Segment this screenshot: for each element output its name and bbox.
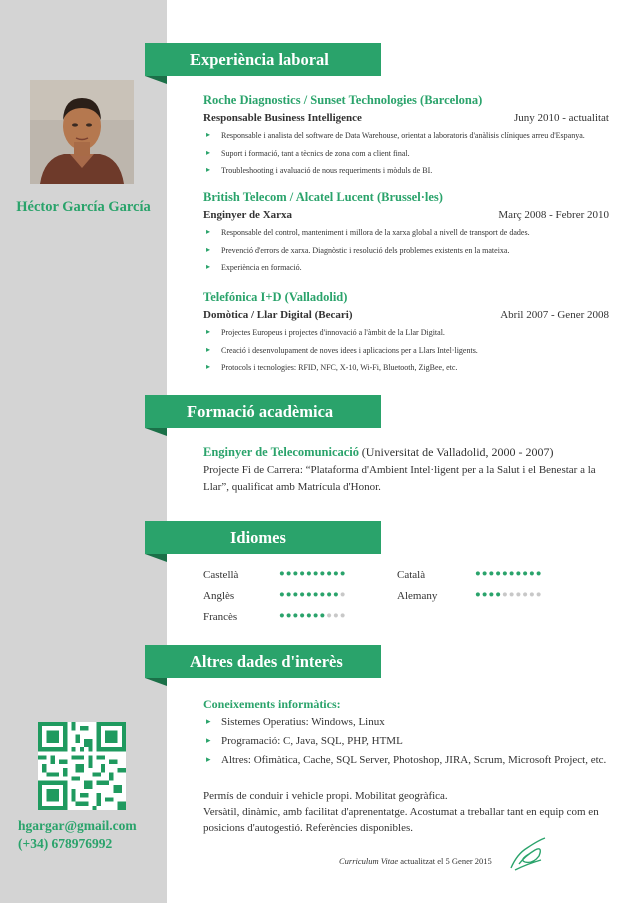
knowledge-item: ▸ Altres: Ofimàtica, Cache, SQL Server, Photoshop, JIRA, Scrum, Microsoft Project, etc. [203,754,606,766]
level-dot-filled: ● [312,611,320,621]
language-name: Francès [203,611,238,623]
job-role-row [203,209,623,221]
level-dot-empty: ● [529,590,536,600]
level-dot-filled: ● [285,590,293,600]
band-fold [145,428,167,436]
level-dot-filled: ● [312,569,320,579]
job-period: Març 2008 - Febrer 2010 [498,209,609,221]
level-dot-filled: ● [515,569,523,579]
section-title: Formació acadèmica [187,401,334,421]
level-dot-empty: ● [508,590,516,600]
knowledge-item: ▸ Programació: C, Java, SQL, PHP, HTML [203,735,606,747]
profile-name: Héctor García García [16,199,151,215]
job-bullet: ▸ Protocols i tecnologies: RFID, NFC, X-10, Wi-Fi, Bluetooth, ZigBee, etc. [203,363,623,372]
education-degree: Enginyer de Telecomunicació [203,445,360,459]
level-dot-filled: ● [299,611,306,621]
level-dot-empty: ● [333,611,340,621]
level-dot-filled: ● [279,611,286,621]
level-dot-filled: ● [535,569,543,579]
level-dot-filled: ● [508,569,516,579]
language-level-dots [475,569,543,579]
job-bullet: ▸ Creació i desenvolupament de noves idees i aplicacions per a Llars Intel·ligents. [203,346,623,355]
job-role: Enginyer de Xarxa [203,209,293,221]
section-title: Altres dades d'interès [190,651,343,671]
level-dot-filled: ● [475,590,482,600]
language-name: Alemany [397,590,438,602]
level-dot-filled: ● [292,611,300,621]
footer-italic: Curriculum Vitae [339,856,399,866]
band-fold [145,554,167,562]
education-entry [203,444,613,496]
job-company: Telefónica I+D (Valladolid) [203,290,348,304]
knowledge-title: Coneixements informàtics: [203,697,341,711]
job-company: British Telecom / Alcatel Lucent (Brussel·les) [203,190,443,204]
level-dot-filled: ● [285,611,293,621]
level-dot-filled: ● [312,590,320,600]
section-title: Experiència laboral [190,49,329,69]
job-entry [203,93,623,184]
language-level-dots [279,611,347,621]
level-dot-filled: ● [502,569,509,579]
section-title: Idiomes [230,527,286,547]
level-dot-filled: ● [481,590,489,600]
job-entry [203,290,623,381]
level-dot-filled: ● [488,590,496,600]
language-level-dots [279,590,347,600]
level-dot-filled: ● [488,569,496,579]
email[interactable]: hgargar@gmail.com [18,818,137,833]
section-header-education [145,395,381,428]
profile-photo [30,80,134,184]
job-bullet: ▸ Suport i formació, tant a tècnics de zona com a client final. [203,149,623,158]
level-dot-filled: ● [495,590,502,600]
job-period: Juny 2010 - actualitat [513,112,609,124]
level-dot-filled: ● [529,569,536,579]
level-dot-empty: ● [326,611,333,621]
job-bullet: ▸ Troubleshooting i avaluació de nous requeriments i mòduls de BI. [203,166,623,175]
language-level-dots [279,569,347,579]
level-dot-filled: ● [299,590,306,600]
job-bullets [203,228,623,272]
job-period: Abril 2007 - Gener 2008 [500,309,609,321]
level-dot-filled: ● [319,590,327,600]
level-dot-filled: ● [339,569,347,579]
language-name: Català [397,569,426,581]
job-role-row [203,309,623,321]
phone: (+34) 678976992 [18,836,113,851]
education-thesis-line: Projecte Fi de Carrera: “Plataforma d'Ambient Intel·ligent per a la Salut i el Benestar a la [203,464,596,476]
job-bullets [203,328,623,372]
job-bullet: ▸ Responsable del control, manteniment i millora de la xarxa global a nivell de transport de dades. [203,228,623,237]
signature-icon [505,834,550,874]
level-dot-filled: ● [279,569,286,579]
footer-note [339,856,492,866]
contact-info [18,817,137,853]
level-dot-empty: ● [502,590,509,600]
level-dot-filled: ● [306,569,313,579]
level-dot-empty: ● [339,611,347,621]
qr-code [38,722,126,810]
level-dot-filled: ● [326,590,333,600]
level-dot-filled: ● [306,611,313,621]
knowledge-item: ▸ Sistemes Operatius: Windows, Linux [203,716,606,728]
level-dot-filled: ● [306,590,313,600]
knowledge-list [203,716,606,773]
level-dot-filled: ● [495,569,502,579]
job-bullets [203,131,623,175]
language-name: Anglès [203,590,235,602]
level-dot-empty: ● [535,590,543,600]
additional-info [203,788,613,836]
education-thesis-line: Llar”, qualificat amb Matrícula d'Honor. [203,481,381,493]
level-dot-empty: ● [339,590,347,600]
level-dot-filled: ● [279,590,286,600]
education-institution: (Universitat de Valladolid, 2000 - 2007) [361,445,554,459]
job-role: Domòtica / Llar Digital (Becari) [203,309,353,321]
level-dot-filled: ● [333,569,340,579]
level-dot-filled: ● [292,569,300,579]
additional-info-line: Permís de conduir i vehicle propi. Mobilitat geogràfica. [203,790,448,802]
level-dot-filled: ● [292,590,300,600]
section-header-other [145,645,381,678]
section-header-languages [145,521,381,554]
band-fold [145,678,167,686]
level-dot-filled: ● [333,590,340,600]
language-name: Castellà [203,569,239,581]
level-dot-filled: ● [319,611,327,621]
level-dot-filled: ● [522,569,529,579]
job-entry [203,190,623,281]
additional-info-line: posicions d'autogestió. Referències disponibles. [203,822,414,834]
level-dot-filled: ● [326,569,333,579]
level-dot-empty: ● [515,590,523,600]
job-bullet: ▸ Projectes Europeus i projectes d'innovació a l'àmbit de la Llar Digital. [203,328,623,337]
level-dot-filled: ● [299,569,306,579]
footer-text: actualitzat el 5 Gener 2015 [398,856,492,866]
level-dot-filled: ● [475,569,482,579]
level-dot-empty: ● [522,590,529,600]
job-bullet: ▸ Responsable i analista del software de Data Warehouse, orientat a laboratoris d'anàlisis clíniques arreu d'Espanya. [203,131,623,140]
job-company: Roche Diagnostics / Sunset Technologies (Barcelona) [203,93,483,107]
band-fold [145,76,167,84]
level-dot-filled: ● [319,569,327,579]
job-role: Responsable Business Intelligence [203,112,362,124]
additional-info-line: Versàtil, dinàmic, amb facilitat d'aprenentatge. Acostumat a treballar tant en equip com en [203,806,599,818]
language-level-dots [475,590,543,600]
level-dot-filled: ● [285,569,293,579]
section-header-experience [145,43,381,76]
job-bullet: ▸ Prevenció d'errors de xarxa. Diagnòstic i resolució dels problemes existents en la mateixa. [203,246,623,255]
job-bullet: ▸ Experiència en formació. [203,263,623,272]
job-role-row [203,112,623,124]
level-dot-filled: ● [481,569,489,579]
